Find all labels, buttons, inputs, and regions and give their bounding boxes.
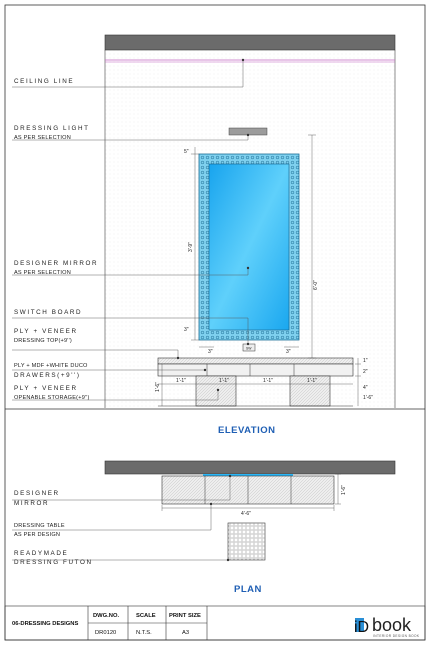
dwg-no-label: DWG.NO. — [93, 613, 120, 619]
plan-dim-width: 4'-6" — [241, 511, 251, 517]
drawing-name: 06-DRESSING DESIGNS — [12, 621, 79, 627]
mirror-glass — [209, 164, 289, 330]
print-size-label: PRINT SIZE — [169, 613, 201, 619]
dressing-counter — [158, 358, 353, 364]
plan-dim-depth: 1'-6" — [341, 485, 347, 495]
plan-label-designer-mirror-2: MIRROR — [14, 500, 50, 507]
label-dressing-light-1: DRESSING LIGHT — [14, 125, 90, 132]
brand-tagline: INTERIOR DESIGN BOOK — [373, 634, 420, 638]
dim-overall-height: 6'-0" — [313, 280, 319, 290]
label-storage-1: PLY + VENEER — [14, 385, 78, 392]
dim-base-h: 1'-6" — [155, 382, 161, 392]
label-designer-mirror-1: DESIGNER MIRROR — [14, 260, 99, 267]
plan-label-dressing-table-1: DRESSING TABLE — [14, 523, 65, 529]
print-size-value: A3 — [182, 630, 190, 636]
plan-wall — [105, 461, 395, 474]
dim-right-3: 3" — [286, 349, 291, 355]
plan-futon — [228, 523, 265, 560]
dim-mirror-height: 3'-9" — [188, 242, 194, 252]
brand-name: book — [372, 615, 412, 635]
plan-label-futon-1: READYMADE — [14, 550, 69, 557]
label-ply-veneer-top-1: PLY + VENEER — [14, 328, 78, 335]
dim-drawer-h: 2" — [363, 369, 368, 375]
label-storage-2: OPENABLE STORAGE(+9'') — [14, 395, 90, 401]
plan-label-dressing-table-2: AS PER DESIGN — [14, 532, 61, 538]
elevation-title: ELEVATION — [218, 425, 276, 436]
brand-prefix: iD — [354, 619, 370, 636]
dim-top-gap: 5" — [184, 149, 189, 155]
switch-board-text: SW — [246, 346, 252, 351]
dwg-no: DR0120 — [95, 630, 117, 636]
scale-label: SCALE — [136, 613, 156, 619]
scale-value: N.T.S. — [136, 630, 152, 636]
dim-seg3: 1'-1" — [263, 378, 273, 384]
dim-mirror-side: 3" — [184, 327, 189, 333]
storage-left — [196, 376, 236, 406]
dim-right-small: 4" — [363, 385, 368, 391]
plan-label-designer-mirror-1: DESIGNER — [14, 490, 60, 497]
dim-seg1: 1'-1" — [176, 378, 186, 384]
dim-left-3: 3" — [208, 349, 213, 355]
ceiling-band — [105, 35, 395, 50]
dim-seg4: 1'-1" — [307, 378, 317, 384]
dim-seg2: 1'-1" — [219, 378, 229, 384]
label-drawers-1: PLY + MDF +WHITE DUCO — [14, 363, 88, 369]
label-switch-board: SWITCH BOARD — [14, 309, 83, 316]
label-designer-mirror-2: AS PER SELECTION — [14, 270, 71, 276]
dim-right-mid: 1'-6" — [363, 395, 373, 401]
plan-label-futon-2: DRESSING FUTON — [14, 559, 93, 566]
label-ply-veneer-top-2: DRESSING TOP(+9'') — [14, 338, 72, 344]
label-ceiling-line: CEILING LINE — [14, 78, 75, 85]
dim-counter-thk: 1" — [363, 358, 368, 364]
label-drawers-2: DRAWERS(+9'') — [14, 372, 81, 379]
label-dressing-light-2: AS PER SELECTION — [14, 135, 71, 141]
plan-title: PLAN — [234, 584, 262, 595]
brand-logo — [354, 615, 420, 638]
